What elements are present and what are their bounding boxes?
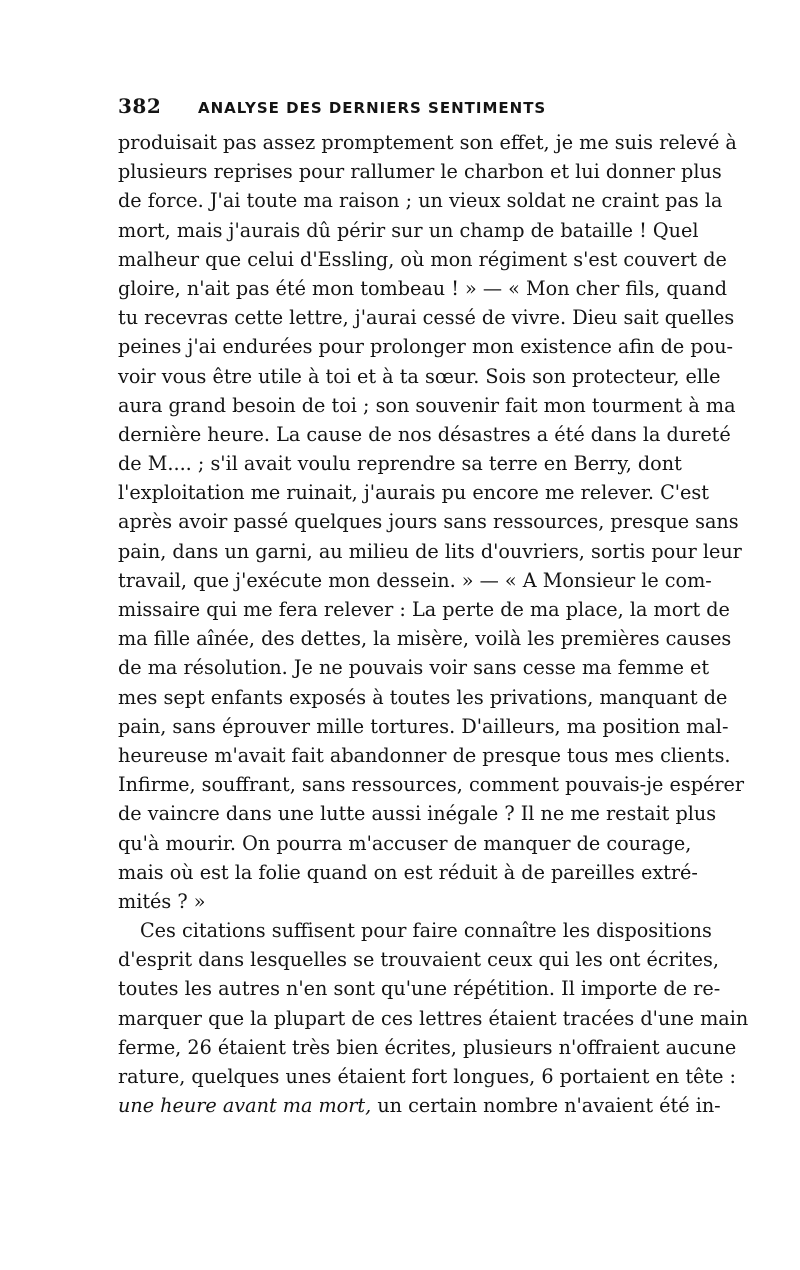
text-line: mités ? » xyxy=(118,889,206,913)
text-line: tu recevras cette lettre, j'aurai cessé de vivre. Dieu sait quelles xyxy=(118,306,735,330)
text-line-final xyxy=(118,1091,721,1120)
text-line: Ces citations suffisent pour faire connaître les dispositions xyxy=(140,919,712,943)
text-line: mort, mais j'aurais dû périr sur un champ de bataille ! Quel xyxy=(118,218,699,242)
italic-phrase: une heure avant ma mort, xyxy=(118,1094,372,1118)
text-line: ma fille aînée, des dettes, la misère, voilà les premières causes xyxy=(118,627,732,651)
text-line: voir vous être utile à toi et à ta sœur. Sois son protecteur, elle xyxy=(118,364,721,388)
text-line: toutes les autres n'en sont qu'une répétition. Il importe de re- xyxy=(118,977,721,1001)
page-number: 382 xyxy=(118,94,162,118)
text-line: de M.... ; s'il avait voulu reprendre sa terre en Berry, dont xyxy=(118,452,682,476)
paragraph-1 xyxy=(118,128,745,916)
text-line: marquer que la plupart de ces lettres étaient tracées d'une main xyxy=(118,1006,749,1030)
text-line: pain, sans éprouver mille tortures. D'ailleurs, ma position mal- xyxy=(118,714,729,738)
text-line: de ma résolution. Je ne pouvais voir sans cesse ma femme et xyxy=(118,656,710,680)
text-line: peines j'ai endurées pour prolonger mon existence afin de pou- xyxy=(118,335,734,359)
text-line: rature, quelques unes étaient fort longues, 6 portaient en tête : xyxy=(118,1065,737,1088)
running-head xyxy=(118,94,674,128)
text-line: l'exploitation me ruinait, j'aurais pu encore me relever. C'est xyxy=(118,481,709,505)
text-line: pain, dans un garni, au milieu de lits d'ouvriers, sortis pour leur xyxy=(118,539,742,563)
body-text xyxy=(118,128,749,1120)
text-line: ferme, 26 étaient très bien écrites, plusieurs n'offraient aucune xyxy=(118,1035,737,1059)
book-page xyxy=(118,94,749,1120)
text-line: d'esprit dans lesquelles se trouvaient ceux qui les ont écrites, xyxy=(118,948,719,972)
text-line: produisait pas assez promptement son effet, je me suis relevé à xyxy=(118,131,737,154)
text-line: missaire qui me fera relever : La perte de ma place, la mort de xyxy=(118,598,730,621)
text-line: de vaincre dans une lutte aussi inégale ? Il ne me restait plus xyxy=(118,802,717,826)
text-line: malheur que celui d'Essling, où mon régiment s'est couvert de xyxy=(118,247,727,271)
running-title: ANALYSE DES DERNIERS SENTIMENTS xyxy=(198,99,547,117)
text-line: travail, que j'exécute mon dessein. » — « A Monsieur le com- xyxy=(118,568,712,592)
text-line: dernière heure. La cause de nos désastres a été dans la dureté xyxy=(118,422,731,446)
text-line: gloire, n'ait pas été mon tombeau ! » — « Mon cher fils, quand xyxy=(118,276,728,300)
text-line: plusieurs reprises pour rallumer le charbon et lui donner plus xyxy=(118,160,722,184)
text-line: mes sept enfants exposés à toutes les privations, manquant de xyxy=(118,685,728,709)
text-line: de force. J'ai toute ma raison ; un vieux soldat ne craint pas la xyxy=(118,189,723,213)
text-line: après avoir passé quelques jours sans ressources, presque sans xyxy=(118,510,739,534)
text-line: heureuse m'avait fait abandonner de presque tous mes clients. xyxy=(118,743,731,767)
final-line-text: un certain nombre n'avaient été in- xyxy=(371,1094,721,1118)
text-line: Infirme, souffrant, sans ressources, comment pouvais-je espérer xyxy=(118,773,745,797)
text-line: qu'à mourir. On pourra m'accuser de manquer de courage, xyxy=(118,831,692,855)
text-line: aura grand besoin de toi ; son souvenir fait mon tourment à ma xyxy=(118,393,736,417)
text-line: mais où est la folie quand on est réduit à de pareilles extré- xyxy=(118,860,698,884)
paragraph-2 xyxy=(118,916,749,1120)
